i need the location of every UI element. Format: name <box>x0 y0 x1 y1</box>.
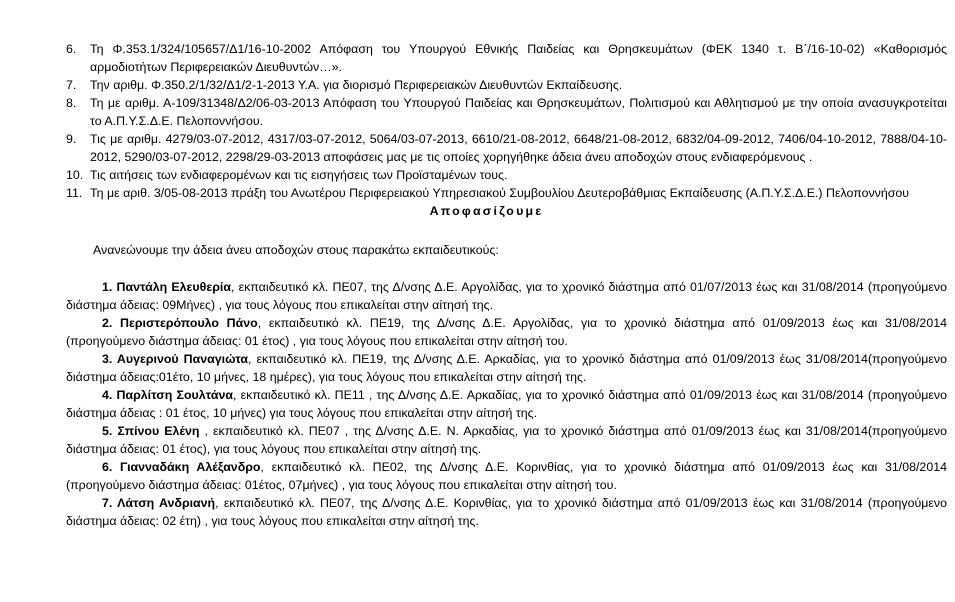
decision-text: , εκπαιδευτικό κλ. ΠΕ19, της Δ/νσης Δ.Ε. Αργολίδας, για το χρονικό διάστημα από 01/09/2013 έως και 31/08/2014 (προηγούμενο διάστημα άδειας: 01 έτος) , για τους λόγους που επικαλείται στην αίτησή του. <box>66 316 947 348</box>
preamble-item-text: Τις αιτήσεις των ενδιαφερομένων και τις εισηγήσεις των Προϊσταμένων τους. <box>90 168 508 182</box>
preamble-item <box>0 94 955 130</box>
teacher-name: 7. Λάτση Ανδριανή <box>102 496 216 510</box>
decision-text: , εκπαιδευτικό κλ. ΠΕ11 , της Δ/νσης Δ.Ε. Αρκαδίας, για το χρονικό διάστημα από 01/09/2013 έως και 31/08/2014 (προηγούμενο διάστημα άδειας : 01 έτος, 10 μήνες) για τους λόγους που επικαλείται στην αίτησή της. <box>66 388 947 420</box>
teacher-name: 5. Σπίνου Ελένη <box>102 424 200 438</box>
decision-item <box>0 494 955 530</box>
decision-item <box>0 422 955 458</box>
preamble-item <box>0 76 955 94</box>
decision-item <box>0 278 955 314</box>
decision-text: , εκπαιδευτικό κλ. ΠΕ07 , της Δ/νσης Δ.Ε. Ν. Αρκαδίας, για το χρονικό διάστημα από 01/09/2013 έως και 31/08/2014(προηγούμενο διάστημα άδειας: 01 έτος), για τους λόγους που επικαλείται στην αίτησή της. <box>66 424 948 456</box>
teacher-name: 4. Παρλίτση Σουλτάνα <box>102 388 233 402</box>
preamble-item <box>0 130 955 166</box>
preamble-item-text: Τη Φ.353.1/324/105657/Δ1/16-10-2002 Απόφαση του Υπουργού Εθνικής Παιδείας και Θρησκευμάτων (ΦΕΚ 1340 τ. Β΄/16-10-02) «Καθορισμός αρμοδιοτήτων Περιφερειακών Διευθυντών…». <box>90 42 947 74</box>
decision-item <box>0 458 955 494</box>
preamble-list <box>0 40 955 202</box>
preamble-item-text: Τη με αριθ. 3/05-08-2013 πράξη του Ανωτέρου Περιφερειακού Υπηρεσιακού Συμβουλίου Δευτεροβάθμιας Εκπαίδευσης (Α.Π.Υ.Σ.Δ.Ε.) Πελοποννήσου <box>90 186 910 200</box>
teacher-name: 3. Αυγερινού Παναγιώτα <box>102 352 249 366</box>
preamble-item-number: 9. <box>66 132 77 146</box>
decision-text: , εκπαιδευτικό κλ. ΠΕ19, της Δ/νσης Δ.Ε. Αρκαδίας, για το χρονικό διάστημα από 01/09/2013 έως 31/08/2014(προηγούμενο διάστημα άδειας:01έτο, 10 μήνες, 18 ημέρες), για τους λόγους που επικαλείται στην αίτησή της. <box>66 352 947 384</box>
teacher-name: 2. Περιστερόπουλο Πάνο <box>102 316 258 330</box>
preamble-item-number: 6. <box>66 42 77 56</box>
preamble-item <box>0 40 955 76</box>
decision-text: , εκπαιδευτικό κλ. ΠΕ02, της Δ/νσης Δ.Ε. Κορινθίας, για το χρονικό διάστημα από 01/09/2013 έως και 31/08/2014 (προηγούμενο διάστημα άδειας: 01έτος, 07μήνες) , για τους λόγους που επικαλείται στην αίτησή του. <box>66 460 947 492</box>
decision-item <box>0 314 955 350</box>
preamble-item-number: 11. <box>66 186 83 200</box>
preamble-item-number: 7. <box>66 78 77 92</box>
preamble-item <box>0 166 955 184</box>
decision-list <box>0 278 955 530</box>
preamble-item-number: 8. <box>66 96 77 110</box>
teacher-name: 6. Γιανναδάκη Αλέξανδρο <box>102 460 261 474</box>
teacher-name: 1. Παντάλη Ελευθερία <box>102 280 231 294</box>
preamble-item <box>0 184 955 202</box>
decision-item <box>0 350 955 386</box>
preamble-item-text: Την αριθμ. Φ.350.2/1/32/Δ1/2-1-2013 Υ.Α. για διορισμό Περιφερειακών Διευθυντών Εκπαίδευσης. <box>90 78 623 92</box>
decision-text: , εκπαιδευτικό κλ. ΠΕ07, της Δ/νσης Δ.Ε. Αργολίδας, για το χρονικό διάστημα από 01/07/2013 έως και 31/08/2014 (προηγούμενο διάστημα άδειας: 09Μήνες) , για τους λόγους που επικαλείται στην αίτησή της. <box>66 280 947 312</box>
intro-text: Ανανεώνουμε την άδεια άνευ αποδοχών στους παρακάτω εκπαιδευτικούς: <box>93 243 499 257</box>
document-page <box>0 40 955 530</box>
decision-text: , εκπαιδευτικό κλ. ΠΕ07, της Δ/νσης Δ.Ε. Κορινθίας, για το χρονικό διάστημα από 01/09/2013 έως και 31/08/2014 (προηγούμενο διάστημα άδειας: 02 έτη) , για τους λόγους που επικαλείται στην αίτησή της. <box>66 496 947 528</box>
decision-item <box>0 386 955 422</box>
preamble-item-text: Τη με αριθμ. Α-109/31348/Δ2/06-03-2013 Απόφαση του Υπουργού Παιδείας και Θρησκευμάτων, Πολιτισμού και Αθλητισμού με την οποία ανασυγκροτείται το Α.Π.Υ.Σ.Δ.Ε. Πελοποννήσου. <box>90 96 947 128</box>
preamble-item-text: Τις με αριθμ. 4279/03-07-2012, 4317/03-07-2012, 5064/03-07-2013, 6610/21-08-2012, 6648/21-08-2012, 6832/04-09-2012, 7406/04-10-2012, 7888/04-10-2012, 5290/03-07-2012, 2298/29-03-2013 αποφάσεις μας με τις οποίες χορηγήθηκε άδεια άνευ αποδοχών στους ενδιαφερόμενους . <box>90 132 947 164</box>
decision-heading: Αποφασίζουμε <box>429 204 544 218</box>
preamble-item-number: 10. <box>66 168 84 182</box>
